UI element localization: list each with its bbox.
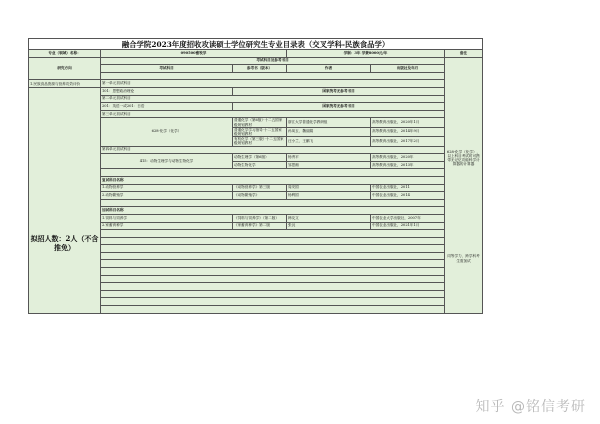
book-author: 韩友文 bbox=[287, 214, 371, 222]
book-author: 浙江大学普通化学教研组 bbox=[287, 118, 371, 127]
exam-item: 1.动物营养学 bbox=[101, 184, 233, 192]
notes-second: 同等学力、跨学科考生需加试 bbox=[447, 254, 480, 263]
book-title: 动物生理学（第6版） bbox=[233, 154, 287, 162]
book-title: 《家畜育种学》第二版 bbox=[233, 222, 287, 230]
book-publisher: 中国农业出版社，2011 bbox=[371, 184, 445, 192]
study-system: 学制：3年 学费8000元/年 bbox=[287, 50, 445, 58]
direction-item: 1.民族食品资源与营养功效评价 bbox=[29, 80, 101, 88]
book-publisher: 高等教育出版社，2013年 bbox=[371, 161, 445, 169]
col-header-subject: 考试科目 bbox=[101, 65, 233, 73]
book-publisher: 高等教育出版社，2020年1月 bbox=[371, 118, 445, 127]
exam-item: 2.家畜育种学 bbox=[101, 222, 233, 230]
direction-label: 研究方向 bbox=[29, 57, 101, 80]
col-header-book: 参考书（版本） bbox=[233, 65, 287, 73]
exam-item: 201：英语一或201：日语 bbox=[101, 103, 233, 111]
exam-item: 628-化学（化学） bbox=[101, 118, 233, 146]
book-author: 张沅 bbox=[287, 222, 371, 230]
book-publisher: 中国农业大学出版社，2007年 bbox=[371, 214, 445, 222]
exam-section-header: 考试科目及参考书目 bbox=[101, 57, 445, 65]
section-header: 第一单元初试科目 bbox=[101, 80, 445, 88]
book-publisher: 高等教育出版社，2020年 bbox=[371, 154, 445, 162]
watermark: 知乎 @铭信考研 bbox=[475, 399, 586, 415]
exam-item: 2.动物繁殖学 bbox=[101, 192, 233, 200]
col-header-publisher: 出版社及年月 bbox=[371, 65, 445, 73]
exam-ref: 国家统考无参考书目 bbox=[233, 87, 445, 95]
book-title: 普通化学学习指导·十二五国家级规划教材 bbox=[233, 127, 287, 136]
quota-text: 拟招人数：2人（不含推免） bbox=[30, 234, 99, 253]
book-publisher: 高等教育出版社，2014年9月 bbox=[371, 127, 445, 136]
section-header: 复试科目名称 bbox=[101, 176, 445, 184]
major-label: 专业（领域）名称： bbox=[29, 50, 101, 58]
major-value: 090500畜牧学 bbox=[101, 50, 287, 58]
book-publisher: 中国农业出版社，2021年1月 bbox=[371, 222, 445, 230]
book-author: 周安国 bbox=[287, 184, 371, 192]
notes-cell bbox=[445, 57, 483, 313]
book-title: 普通化学（第6版）·十二五国家级规划教材 bbox=[233, 118, 287, 127]
section-header: 加试科目名称 bbox=[101, 207, 445, 215]
book-author: 孙凤玉、魏丽娟 bbox=[287, 127, 371, 136]
book-publisher: 中国农业出版社，2014 bbox=[371, 192, 445, 200]
exam-item: 1.饲料与饲养学 bbox=[101, 214, 233, 222]
catalog-table bbox=[28, 38, 483, 314]
notes-label: 备注 bbox=[445, 50, 483, 58]
book-title: 《动物繁殖学》 bbox=[233, 192, 287, 200]
exam-ref: 国家统考无参考书目 bbox=[233, 103, 445, 111]
col-header-author: 作者 bbox=[287, 65, 371, 73]
exam-item: 415：动物生理学与动物生物化学 bbox=[101, 154, 233, 169]
book-title: 有机化学（第三版）·十二五国家级规划教材 bbox=[233, 137, 287, 146]
book-author: 杨秀平 bbox=[287, 154, 371, 162]
section-header: 第二单元初试科目 bbox=[101, 95, 445, 103]
book-author: 汪小兰、王鹏飞 bbox=[287, 137, 371, 146]
section-header: 第三单元初试科目 bbox=[101, 110, 445, 118]
book-author: 邹思湘 bbox=[287, 161, 371, 169]
notes-main: 628-化学（化学），以上科目考试时可携带无记忆功能科学计算器的计算器 bbox=[446, 149, 481, 167]
quota-cell bbox=[29, 87, 101, 313]
book-publisher: 高等教育出版社，2017年2月 bbox=[371, 137, 445, 146]
exam-item: 101：思想政治理论 bbox=[101, 87, 233, 95]
book-title: 《动物营养学》第三版 bbox=[233, 184, 287, 192]
section-header: 第四单元初试科目 bbox=[101, 146, 445, 154]
book-title: 动物生物化学 bbox=[233, 161, 287, 169]
book-title: 《饲料与饲养学》（第二版） bbox=[233, 214, 287, 222]
book-author: 杨利国 bbox=[287, 192, 371, 200]
catalog-title: 融合学院2023年度招收攻读硕士学位研究生专业目录表（交叉学科-民族食品学） bbox=[29, 39, 483, 50]
